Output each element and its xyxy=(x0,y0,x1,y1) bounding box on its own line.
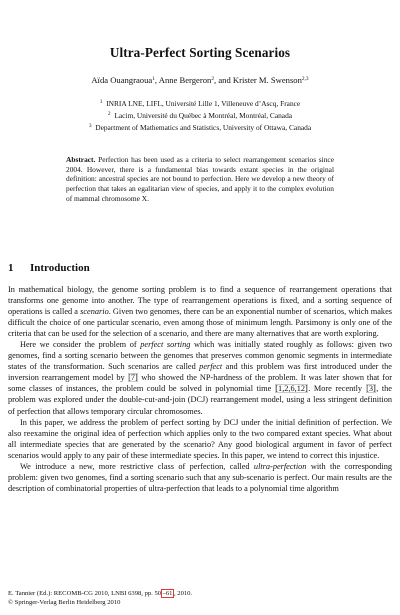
affiliation-mark: 3 xyxy=(88,123,92,129)
section-heading xyxy=(8,262,90,274)
author-name: Aïda Ouangraoua xyxy=(91,75,153,85)
emphasis-text: perfect xyxy=(199,362,223,372)
emphasis-text: scenario xyxy=(80,307,109,317)
affiliation-mark: 1 xyxy=(99,99,103,105)
affiliation-text: INRIA LNE, LIFL, Université Lille 1, Villeneuve d’Ascq, France xyxy=(106,99,301,108)
emphasis-text: ultra-perfection xyxy=(253,461,307,471)
affiliation-text: Lacim, Université du Québec à Montréal, Montréal, Canada xyxy=(114,111,293,120)
paper-title: Ultra-Perfect Sorting Scenarios xyxy=(109,45,291,60)
paragraph-text: and this problem was first introduced under the inversion rearrangement model by xyxy=(8,362,392,383)
copyright-line: © Springer-Verlag Berlin Heidelberg 2010 xyxy=(8,599,121,606)
citation-link[interactable]: [7] xyxy=(128,373,138,383)
affiliation-text: Department of Mathematics and Statistics, University of Ottawa, Canada xyxy=(95,123,312,132)
paragraph xyxy=(8,284,392,339)
page-footer xyxy=(8,589,192,607)
paragraph xyxy=(8,339,392,416)
author-affil-mark: 2 xyxy=(211,76,215,82)
paragraph-text: . More recently xyxy=(308,384,366,394)
author-affil-mark: 2,3 xyxy=(301,76,309,82)
affiliation xyxy=(0,123,400,132)
citation-line xyxy=(8,589,192,598)
footer-text: – xyxy=(162,590,166,597)
affiliation xyxy=(0,111,400,120)
section-title: Introduction xyxy=(30,262,90,274)
abstract-text: Perfection has been used as a criteria to select rearrangement scenarios since 2004. However, there is a fundamental bias towards extant species in the original definition: ancestral species are not bound to perfection. Here we develop a new theory of perfection that takes an egalitarian view of species, and apply it to the complex evolution of mammal chromosome X. xyxy=(66,155,334,203)
author-list xyxy=(0,75,400,85)
paragraph-text: who showed the NP-hardness of the problem. It was later shown that for some classes of instances, the problem could be solved in polynomial time xyxy=(8,373,392,394)
page-range-highlight[interactable] xyxy=(161,589,174,598)
author-separator: , xyxy=(154,75,159,85)
paragraph xyxy=(8,417,392,461)
paragraph-text: . Given two genomes, there can be an exponential number of scenarios, which makes difficult the choice of one particular scenario, even among those of minimum length. Parsimony is only one of the criteria that can be used for the selection of a scenario, and there are many alternatives that are worth exploring. xyxy=(8,307,392,339)
paragraph-text: In mathematical biology, the genome sorting problem is to find a sequence of rearrangement operations that transforms one genome into another. The type of rearrangement operations is fixed, and a sorting sequence of operations is called a xyxy=(8,285,392,317)
emphasis-text: perfect sorting xyxy=(140,340,191,350)
paragraph-text: with the corresponding problem: given two genomes, find a sorting scenario such that any sub-scenario is perfect. Our main results are the description of combinatorial properties of ultra-perfection that leads to a polynomial time algorithm xyxy=(8,461,392,493)
paragraph-text: Here we consider the problem of xyxy=(20,340,141,350)
affiliation xyxy=(0,99,400,108)
body-text xyxy=(8,284,392,494)
abstract xyxy=(66,155,334,204)
author-name: Krister M. Swenson xyxy=(232,75,302,85)
paragraph-text: which was initially stated roughly as follows: given two genomes, find a sorting scenario between the genomes that preserves common genomic segments in intermediate states of the transformation. Such scenarios are called xyxy=(8,340,393,372)
paragraph-text: , the problem was explored under the double-cut-and-join (DCJ) rearrangement model, using a less stringent definition of perfection that allows temporary circular chromosomes. xyxy=(8,384,392,416)
footer-text: E. Tannier (Ed.): RECOMB-CG 2010, LNBI 6398, pp. 50 xyxy=(8,590,162,597)
section-number: 1 xyxy=(8,262,14,274)
citation-link[interactable]: [3] xyxy=(366,384,376,394)
page-number: 61 xyxy=(165,590,173,597)
paragraph xyxy=(8,461,392,494)
author-name: Anne Bergeron xyxy=(158,75,212,85)
citation-link[interactable]: [1,2,6,12] xyxy=(275,384,308,394)
footer-text: , 2010. xyxy=(173,590,193,597)
paragraph-text: In this paper, we address the problem of perfect sorting by DCJ under the initial definition of perfection. We also reexamine the original idea of perfection which applies only to the two compared extant species. What about all intermediate species that are generated by the scenario? Any good biological argument in favor of perfect scenarios would apply to any pair of these intermediate species. In this paper, we intend to correct this injustice. xyxy=(8,417,392,460)
abstract-label: Abstract. xyxy=(66,155,96,164)
author-separator: , and xyxy=(214,75,233,85)
author-affil-mark: 1 xyxy=(152,76,155,82)
paragraph-text: We introduce a new, more restrictive class of perfection, called xyxy=(20,461,254,471)
affiliation-mark: 2 xyxy=(107,111,111,117)
